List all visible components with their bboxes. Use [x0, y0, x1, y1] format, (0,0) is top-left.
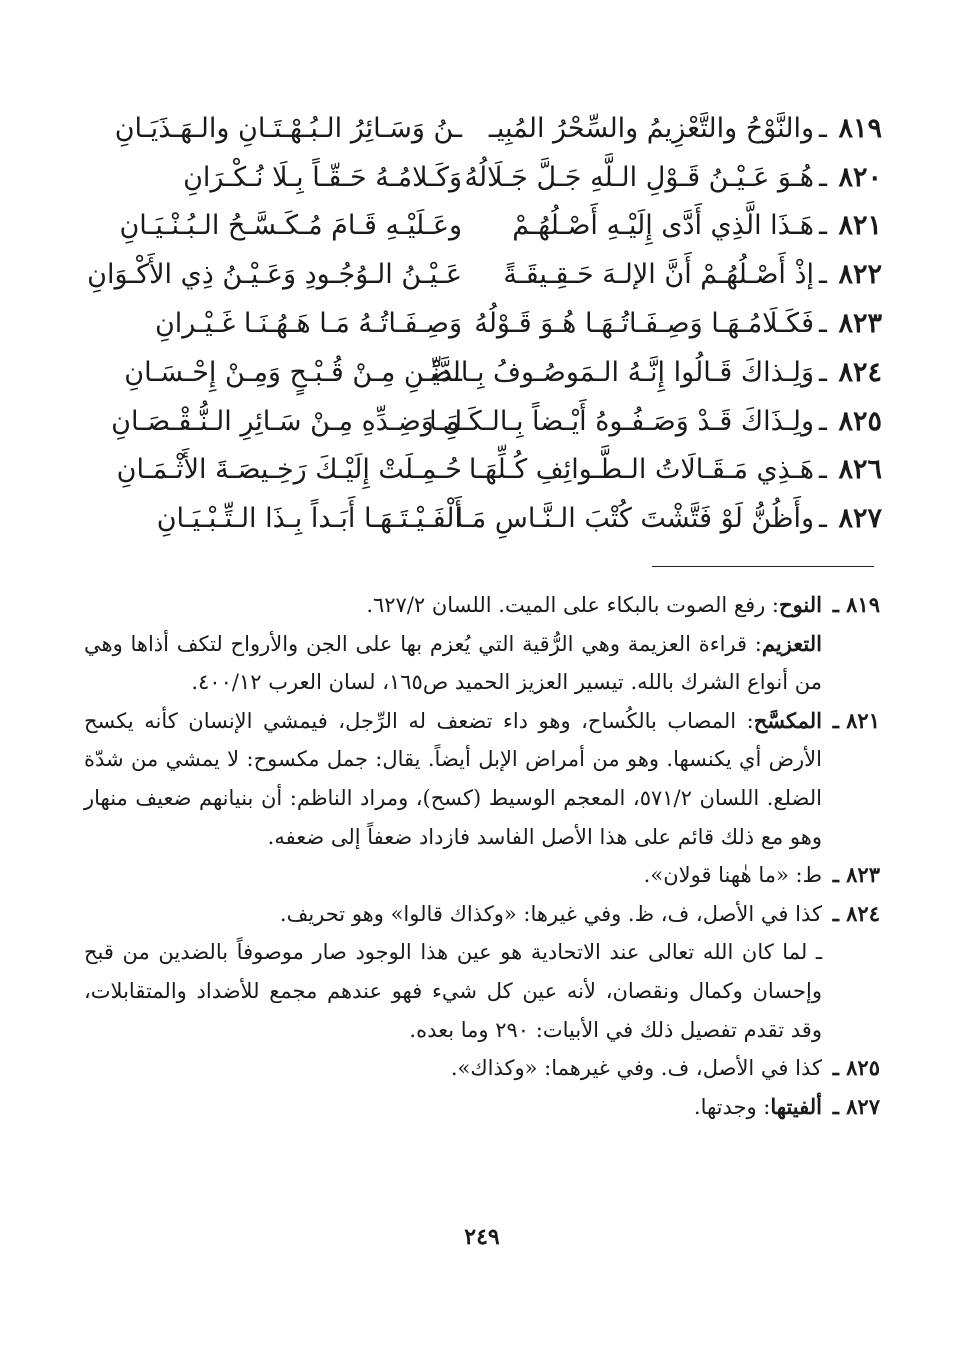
footnote-number: ٨٢٧ ـ: [832, 1093, 880, 1119]
verse-number: ٨٢٦: [838, 454, 882, 486]
verse-dash: ـ: [819, 503, 827, 535]
verse-first-hemistich: هُـوَ عَـيْـنُ قَـوْلِ الـلَّهِ جَـلَّ جَـلَالُهُ: [464, 161, 814, 193]
verse-first-hemistich: وَلِـذاكَ قَـالُوا إِنَّـهُ الـمَوصُـوفُ بِـالضِّـ: [421, 356, 814, 388]
verse-second-hemistich: عَـيْـنُ الـوُجُـودِ وَعَـيْـنُ ذِي الأَكْـوَانِ: [87, 259, 462, 291]
verse-line: [82, 104, 882, 153]
footnote-number: ٨١٩ ـ: [832, 592, 880, 617]
footnote-number: ٨٢٣ ـ: [832, 862, 880, 888]
page-number: ٢٤٩: [464, 1224, 500, 1250]
footnote-text: : المصاب بالكُساح، وهو داء تضعف له الرِّجل، فيمشي الإنسان كأنه يكسح الأرض أي يكنسها. وهو من أمراض الإبل أيضاً. يقال: جمل مكسوح: لا يمشي من شدّة الضلع. اللسان ٥٧١/٢، المعجم الوسيط (كسح)، ومراد الناظم: أن بنيانهم ضعيف منهار وهو مع ذلك قائم على هذا الأصل الفاسد فازداد ضعفاً إلى ضعفه.: [84, 708, 823, 849]
verse-number: ٨٢٢: [838, 259, 882, 291]
footnote: [84, 702, 880, 856]
verse-second-hemistich: وعَـلَيْـهِ قَـامَ مُـكَـسَّـحُ الـبُـنْـيَـانِ: [119, 210, 462, 242]
verse-line: [82, 446, 882, 495]
verse-line: [82, 494, 882, 543]
verse-second-hemistich: وَصِـفَـاتُـهُ مَـا هَـهُـنَـا غَـيْـرانِ: [154, 308, 462, 340]
footnote-term: ألفيتها: [770, 1093, 822, 1119]
verse-number: ٨٢٧: [838, 503, 882, 535]
footnote-text: : وجدتها.: [693, 1094, 771, 1119]
footnote-text: : قراءة العزيمة وهي الرُّقية التي يُعزم بها على الجن والأرواح لتكف أذاها وهي من أنواع الشرك بالله. تيسير العزيز الحميد ص١٦٥، لسان العرب ٤٠٠/١٢.: [84, 631, 822, 695]
verse-dash: ـ: [819, 454, 827, 486]
footnote: [84, 1088, 880, 1127]
footnote-number: ٨٢١ ـ: [832, 707, 880, 733]
footnote-text: : رفع الصوت بالبكاء على الميت. اللسان ٦٢٧/٢.: [366, 593, 780, 617]
verse-first-hemistich: إذْ أَصْـلُهُـمْ أَنَّ الإلـهَ حَـقِـيقَـةً: [503, 259, 814, 291]
verse-number: ٨٢٠: [838, 161, 882, 193]
verse-first-hemistich: هَـذَا الَّذِي أَدَّى إِلَيْـهِ أَصْـلُهُـمْ: [512, 210, 814, 242]
verse-number: ٨٢٥: [838, 405, 882, 437]
footnote-term: النوح: [779, 592, 822, 617]
verse-number: ٨٢١: [838, 210, 882, 242]
footnote: [84, 856, 880, 895]
verse-line: [82, 299, 882, 348]
footnote: [84, 895, 880, 934]
footnote: [84, 586, 880, 625]
footnote-text: كذا في الأصل، ف. وفي غيرهما: «وكذاك».: [450, 1056, 822, 1081]
verse-first-hemistich: ولِـذَاكَ قَـدْ وَصَـفُـوهُ أَيْـضاً بِـالـكَـمَـا: [429, 405, 814, 437]
verse-second-hemistich: ـدَّيْـنِ مِـنْ قُـبْـحٍ وَمِـنْ إِحْـسَـانِ: [124, 356, 462, 388]
verse-first-hemistich: فَكَـلَامُـهَـا وَصِـفَـاتُـهَـا هُـوَ قَـوْلُهُ: [474, 308, 814, 340]
verse-second-hemistich: حُـمِـلَتْ إِلَيْـكَ رَخِـيصَـةَ الأَثْـمَـانِ: [116, 454, 462, 486]
footnote: [84, 933, 880, 1049]
verse-dash: ـ: [819, 356, 827, 388]
verse-second-hemistich: ـنُ وَسَـائِرُ الـبُـهْـتَـانِ والـهَـذَيَـانِ: [114, 112, 462, 144]
verse-second-hemistich: لِ وَضِـدِّهِ مِـنْ سَـائِرِ الـنُّـقْـصَـانِ: [111, 405, 462, 437]
verse-first-hemistich: وأَظُنُّ لَوْ فَتَّشْتَ كُتْبَ الـنَّـاسِ مَـا: [455, 503, 814, 535]
verse-line: [82, 397, 882, 446]
verse-number: ٨١٩: [838, 112, 882, 144]
footnote-number: ٨٢٥ ـ: [832, 1055, 880, 1081]
verse-number: ٨٢٣: [838, 308, 882, 340]
verse-first-hemistich: والنَّوْحُ والتَّعْزِيمُ والسِّحْرُ المُبِيـ: [488, 112, 814, 144]
verse-dash: ـ: [819, 112, 827, 144]
footnote-text: كذا في الأصل، ف، ظ. وفي غيرها: «وكذاك قالوا» وهو تحريف.: [279, 901, 822, 926]
footnote-text: ط: «ما هٰهنا قولان».: [643, 863, 822, 888]
verse-line: [82, 348, 882, 397]
footnote: [84, 1049, 880, 1088]
footnote-text: ـ لما كان الله تعالى عند الاتحادية هو عين هذا الوجود صار موصوفاً بالضدين من قبح وإحسان وكمال ونقصان، لأنه عين كل شيء فهو عندهم مجمع للأضداد والمتقابلات، وقد تقدم تفصيل ذلك في الأبيات: ٢٩٠ وما بعده.: [84, 940, 822, 1042]
verse-dash: ـ: [819, 405, 827, 437]
footnote-number: ٨٢٤ ـ: [832, 900, 880, 926]
verse-second-hemistich: وَكَـلامُـهُ حَـقّـاً بِـلَا نُـكْـرَانِ: [183, 161, 462, 193]
verse-number: ٨٢٤: [838, 356, 882, 388]
verse-second-hemistich: أَلْفَـيْـتَـهَـا أَبَـداً بِـذَا الـتِّـبْـيَـانِ: [156, 503, 462, 535]
poem-verses: [82, 104, 882, 543]
footnotes: [84, 586, 880, 1126]
verse-line: [82, 202, 882, 251]
verse-dash: ـ: [819, 259, 827, 291]
verse-first-hemistich: هَـذِي مَـقَـالَاتُ الـطَّـوائِفِ كُـلِّهَـا: [468, 454, 814, 486]
verse-dash: ـ: [819, 308, 827, 340]
verse-line: [82, 153, 882, 202]
verse-dash: ـ: [819, 210, 827, 242]
footnote-separator: [652, 566, 874, 567]
verse-line: [82, 250, 882, 299]
verse-dash: ـ: [819, 161, 827, 193]
footnote-term: المكسَّح: [753, 707, 822, 733]
footnote-term: التعزيم: [761, 630, 822, 656]
footnote: [84, 625, 880, 702]
